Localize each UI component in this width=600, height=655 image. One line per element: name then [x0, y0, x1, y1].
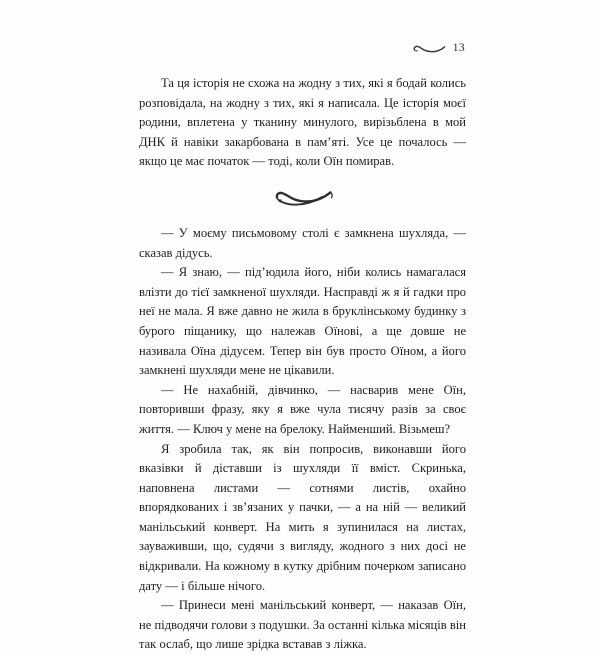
text-block [139, 74, 466, 655]
paragraph-dialogue-2: — Я знаю, — під’юдила його, ніби колись намагалася влізти до тієї замкненої шухляди. Насправді ж я й гадки про неї не мала. Я вже давно не жила в бруклінському будинку з бурого піщанику, що належав Оїнові, а ще довше не називала Оїна дідусем. Тепер він був просто Оїном, а його замкнені шухляди мене не цікавили. [139, 265, 466, 378]
paragraph-opening: Та ця історія не схожа на жодну з тих, які я бодай колись розповідала, на жодну з тих, які я написала. Це історія моєї родини, вплетена у тканину минулого, вирізьблена в мой ДНК й навіки закарбована в пам’яті. Усе це почалось — якщо це має початок — тоді, коли Оїн помирав. [139, 76, 466, 169]
flourish-swash-icon [412, 42, 446, 56]
page-number: 13 [452, 42, 465, 55]
dialogue-block [139, 224, 466, 655]
paragraph-narrative-1: Я зробила так, як він попросив, виконавши його вказівки й діставши із шухляди її вміст. Скринька, наповнена листами — сотнями листів, охайно впорядкованих і зв’язаних у пачки, — а на ній — великий манільський конверт. На мить я зупинилася на листах, зауваживши, що, судячи з вигляду, жодного з них досі не відкривали. На кожному в кутку дрібним почерком записано дату — і більше нічого. [139, 441, 466, 593]
paragraph-dialogue-3: — Не нахабній, дівчинко, — насварив мене Оїн, повторивши фразу, яку я вже чула тисячу разів за своє життя. — Ключ у мене на брелоку. Найменший. Візьмеш? [139, 382, 466, 436]
calligraphic-swash-divider-icon [139, 172, 466, 224]
paragraph-dialogue-4: — Принеси мені манільський конверт, — наказав Оїн, не підводячи голови з подушки. За останні кілька місяців він так ослаб, що лише зрідка вставав з ліжка. [139, 598, 466, 652]
paragraph-dialogue-1: — У моєму письмовому столі є замкнена шухляда, — сказав дідусь. [139, 225, 466, 260]
running-head [139, 38, 465, 60]
